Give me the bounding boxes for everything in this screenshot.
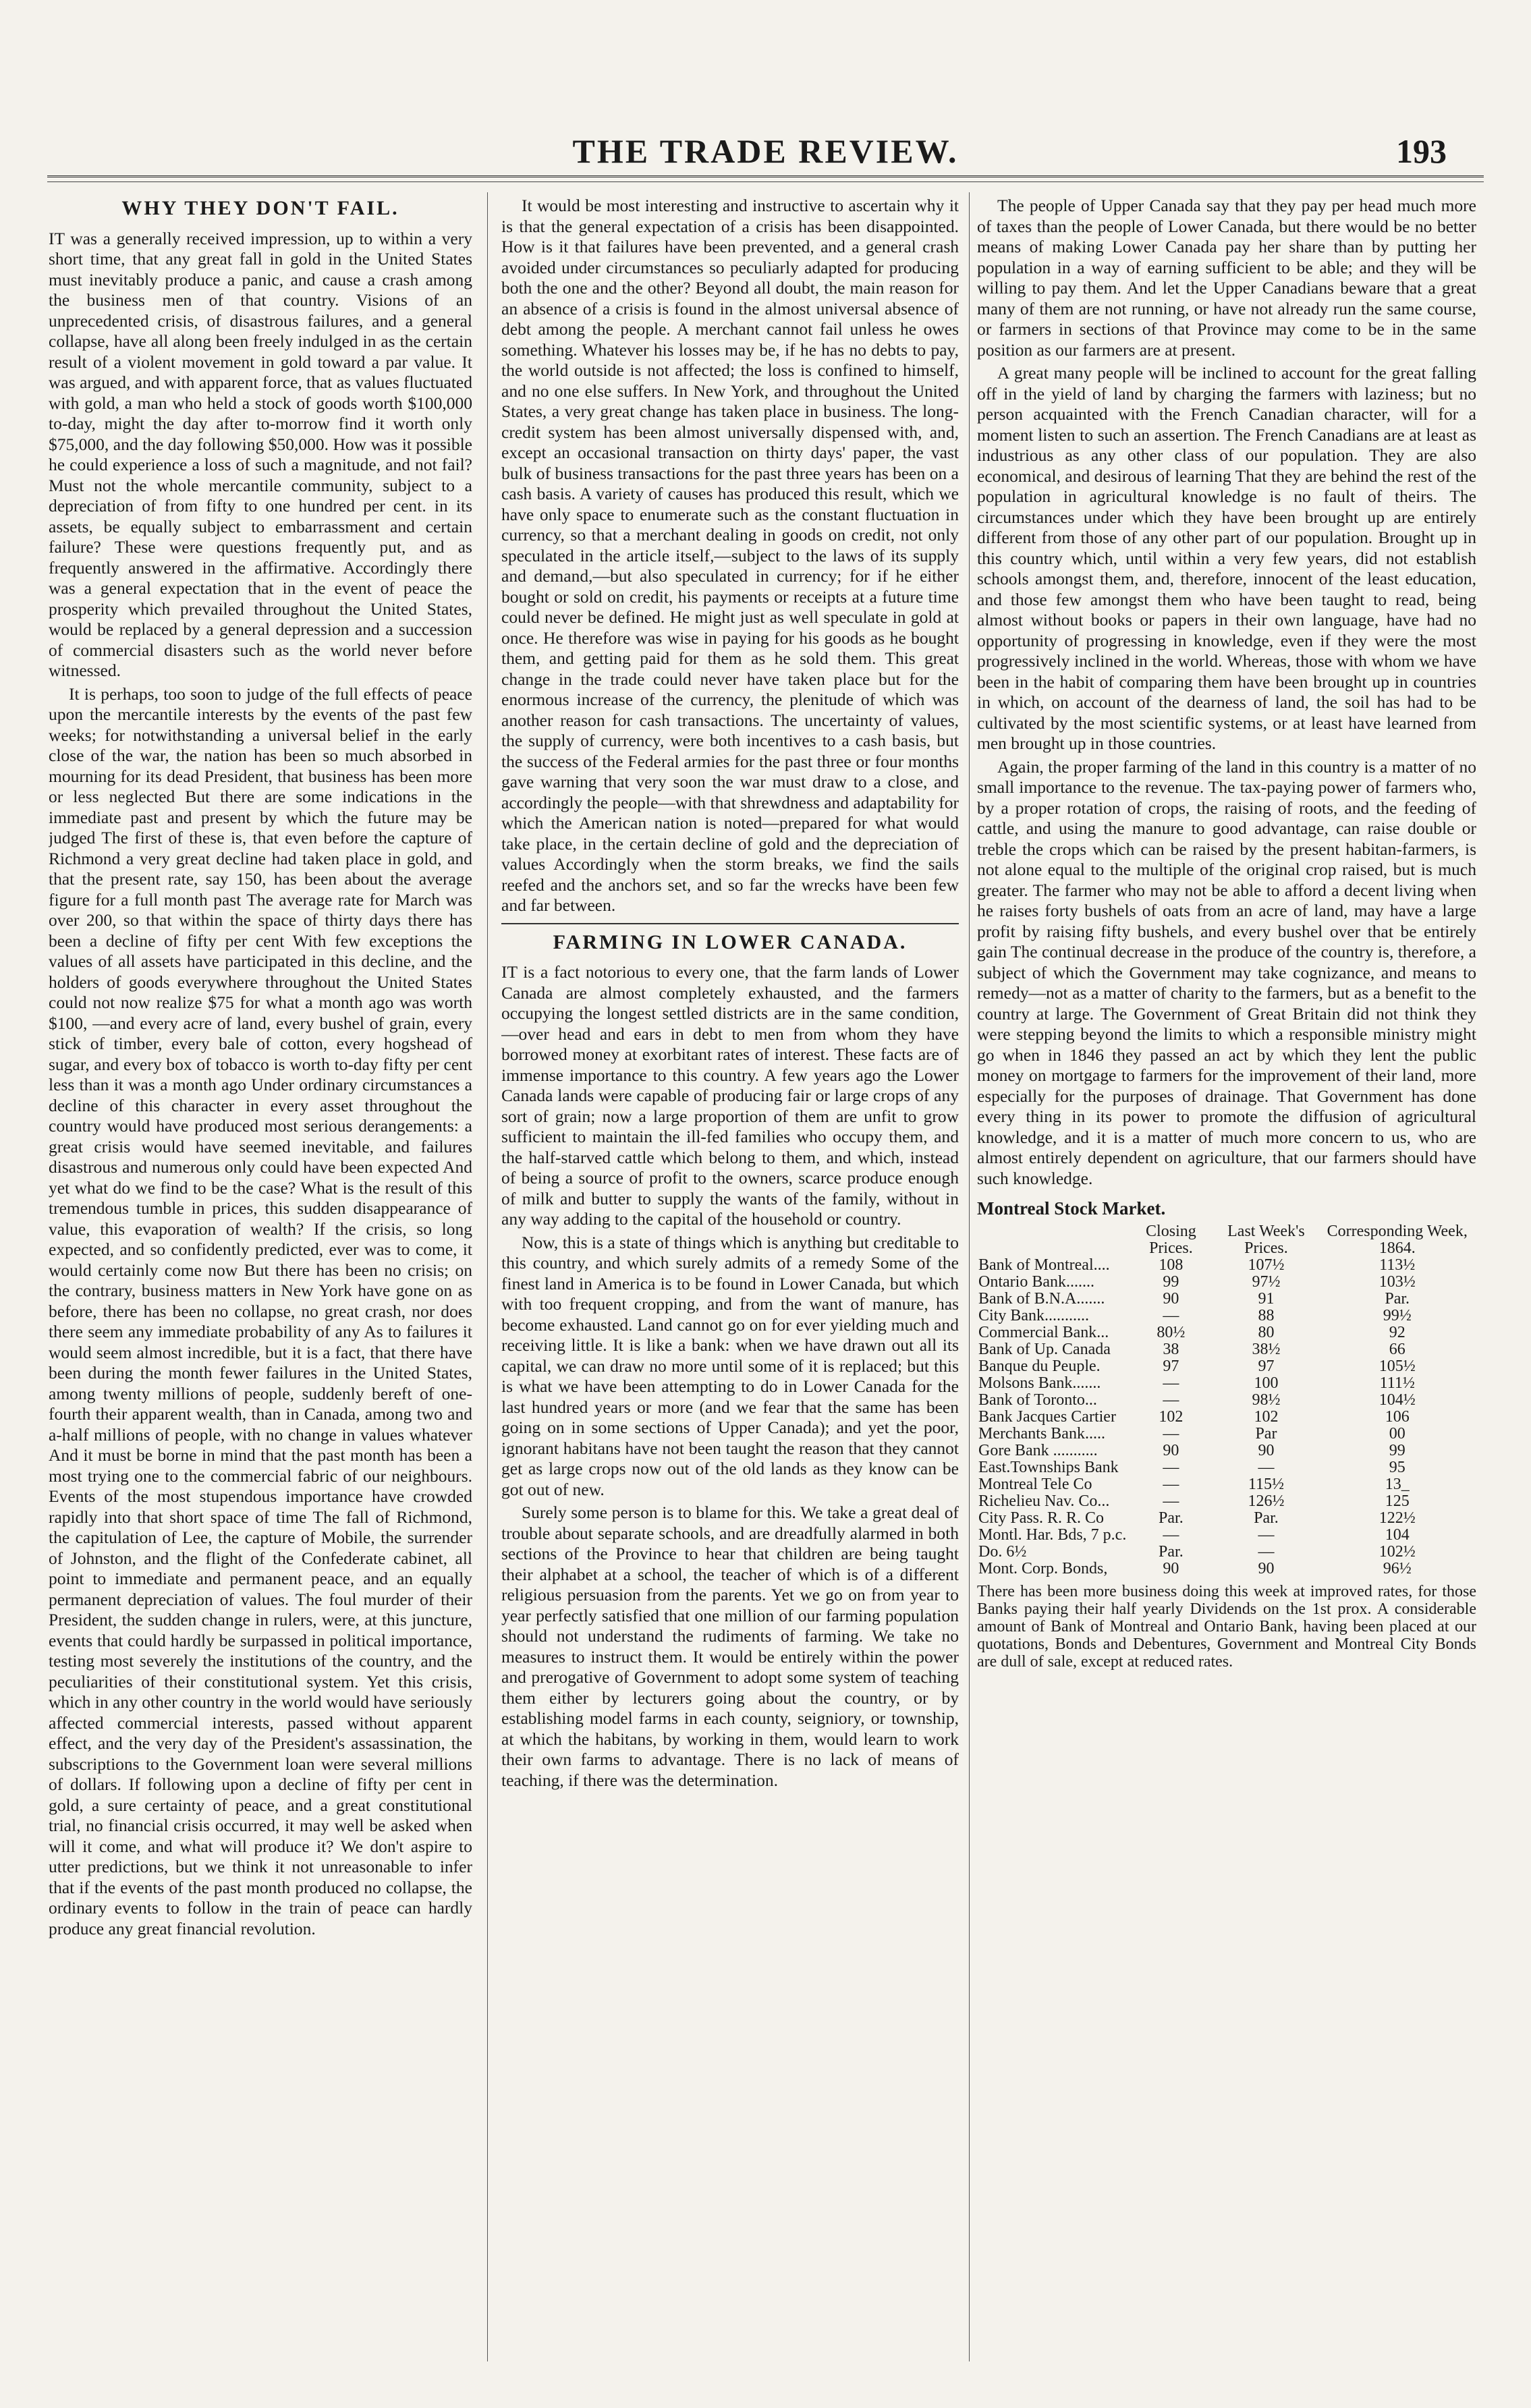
stock-price: 102½ [1379, 1542, 1416, 1561]
stock-price: 92 [1389, 1323, 1405, 1341]
stock-price: 125 [1385, 1492, 1410, 1510]
stock-price: Par [1255, 1424, 1277, 1443]
stock-price: 91 [1258, 1289, 1275, 1308]
section-divider [501, 923, 959, 924]
stock-row [977, 1561, 1476, 1577]
stock-price: 103½ [1379, 1272, 1416, 1291]
article-title: FARMING IN LOWER CANADA. [553, 930, 908, 953]
stock-price: 90 [1163, 1441, 1179, 1459]
stock-price: 97½ [1252, 1272, 1281, 1291]
stock-price: 80½ [1157, 1323, 1186, 1341]
stock-name: Merchants Bank..... [978, 1424, 1105, 1443]
stock-name: City Pass. R. R. Co [978, 1509, 1105, 1527]
article-paragraph: Now, this is a state of things which is anything but creditable to this country, and which surely admits of a remedy Some of the finest land in America is to be found in Lower Canada, but which with too frequent cropping, and from the want of manure, has become exhausted. Land cannot go on for ever yielding much and receiving little. It is like a bank: when we have drawn out all its capital, we can draw no more until some of it is replaced; but this is what we have been attempting to do in Lower Canada for the last hundred years or more (and we fear that the same has been going on in some sections of Upper Canada); and yet the poor, ignorant habitans have not been taught the reason that they cannot get as large crops now out of the old lands as they know can be got out of new. [501, 1232, 959, 1499]
stock-price: 13_ [1385, 1475, 1410, 1493]
column-divider [969, 192, 970, 2361]
stock-row [977, 1510, 1476, 1527]
stock-price: 00 [1389, 1424, 1405, 1443]
stock-row [977, 1443, 1476, 1459]
article-paragraph: IT is a fact notorious to every one, that the farm lands of Lower Canada are almost completely exhausted, and the farmers occupying the longest settled districts are in the same condition,—over head and ears in debt to men from whom they have borrowed money at exorbitant rates of interest. These facts are of immense importance to this country. A few years ago the Lower Canada lands were capable of producing fair or large crops of any sort of grain; now a large proportion of them are unfit to grow sufficient to maintain the ill-fed families who occupy them, and the half-starved cattle which belong to them, and which, instead of being a source of profit to the owners, scarce produce enough of milk and butter to supply the wants of the family, without in any way adding to the capital of the household or country. [501, 962, 959, 1229]
stock-name: Molsons Bank....... [978, 1374, 1101, 1392]
stock-row [977, 1493, 1476, 1510]
page-number: 193 [1396, 132, 1447, 170]
stock-name: Bank of Montreal.... [978, 1256, 1110, 1274]
stock-name: Richelieu Nav. Co... [978, 1492, 1110, 1510]
stock-row [977, 1527, 1476, 1544]
stock-price: 106 [1385, 1407, 1410, 1426]
stock-price: 38½ [1252, 1340, 1281, 1358]
stock-name: Banque du Peuple. [978, 1357, 1101, 1375]
stock-price: Par. [1385, 1289, 1410, 1308]
stock-row [977, 1308, 1476, 1324]
stock-price: 66 [1389, 1340, 1405, 1358]
stock-price: 122½ [1379, 1509, 1416, 1527]
stock-price: 107½ [1248, 1256, 1285, 1274]
running-title: THE TRADE REVIEW. [572, 132, 959, 170]
stock-name: Bank of B.N.A....... [978, 1289, 1105, 1308]
article-paragraph: The people of Upper Canada say that they pay per head much more of taxes than the people of Lower Canada, but there would be no better means of making Lower Canada pay her share than by putting her population in a way of earning sufficient to be able; and they will be willing to pay them. And let the Upper Canadians beware that a great many of them are not running, or have not already run the same course, or farmers in sections of that Province may come to be in the same position as our farmers are at present. [977, 196, 1476, 360]
stock-col-header: Last Week's Prices. [1227, 1222, 1305, 1257]
stock-row [977, 1358, 1476, 1375]
stock-price: 90 [1258, 1559, 1275, 1577]
stock-price: 102 [1254, 1407, 1279, 1426]
stock-price: 113½ [1379, 1256, 1416, 1274]
stock-table-header [977, 1223, 1476, 1257]
stock-price: — [1258, 1458, 1275, 1476]
stock-name: Ontario Bank....... [978, 1272, 1094, 1291]
stock-price: — [1163, 1458, 1179, 1476]
stock-price: — [1163, 1525, 1179, 1544]
stock-price: — [1163, 1374, 1179, 1392]
stock-row [977, 1291, 1476, 1308]
market-note: There has been more business doing this week at improved rates, for those Banks paying their half yearly Dividends on the 1st prox. A considerable amount of Bank of Montreal and Ontario Bank, having been placed at our quotations, Bonds and Debentures, Government and Montreal City Bonds are dull of sale, except at reduced rates. [977, 1582, 1476, 1671]
stock-price: 99 [1389, 1441, 1405, 1459]
stock-price: 126½ [1248, 1492, 1285, 1510]
stock-price: 105½ [1379, 1357, 1416, 1375]
column-2 [501, 196, 959, 2361]
stock-price: 90 [1163, 1559, 1179, 1577]
stock-name: Mont. Corp. Bonds, [978, 1559, 1108, 1577]
stock-price: 115½ [1248, 1475, 1284, 1493]
stock-row [977, 1324, 1476, 1341]
article-paragraph: IT was a generally received impression, up to within a very short time, that any great fall in gold in the United States must inevitably produce a panic, and cause a crash among the business men of that country. Visions of an unprecedented crisis, of disastrous failures, and a general collapse, have all along been freely indulged in as the certain result of a violent movement in gold toward a par value. It was argued, and with apparent force, that as values fluctuated with gold, a man who held a stock of goods worth $100,000 to-day, might the day after to-morrow find it worth only $75,000, and the day following $50,000. How was it possible he could experience a loss of such a magnitude, and not fail? Must not the whole mercantile community, subject to a depreciation of from fifty to one hundred per cent. in its assets, be equally subject to embarrassment and certain failure? These were questions frequently put, and as frequently answered in the affirmative. Accordingly there was a general expectation that in the event of peace the prosperity which prevailed throughout the United States, would be replaced by a general depression and a succession of commercial disasters such as the world never before witnessed. [49, 228, 472, 680]
stock-price: 100 [1254, 1374, 1279, 1392]
stock-price: — [1163, 1306, 1179, 1324]
stock-row [977, 1341, 1476, 1358]
stock-name: Do. 6½ [978, 1542, 1027, 1561]
stock-name: City Bank........... [978, 1306, 1090, 1324]
column-3 [977, 196, 1476, 2361]
stock-row [977, 1459, 1476, 1476]
stock-price: 97 [1258, 1357, 1275, 1375]
stock-table [977, 1223, 1476, 1577]
stock-price: — [1258, 1542, 1275, 1561]
stock-price: 80 [1258, 1323, 1275, 1341]
stock-row [977, 1257, 1476, 1274]
stock-price: 90 [1258, 1441, 1275, 1459]
stock-price: 104 [1385, 1525, 1410, 1544]
stock-price: — [1163, 1475, 1179, 1493]
stock-price: 98½ [1252, 1391, 1281, 1409]
stock-price: Par. [1159, 1542, 1184, 1561]
stock-price: 102 [1159, 1407, 1184, 1426]
stock-name: Commercial Bank... [978, 1323, 1109, 1341]
stock-price: Par. [1159, 1509, 1184, 1527]
stock-row [977, 1392, 1476, 1409]
stock-price: 111½ [1379, 1374, 1415, 1392]
stock-price: Par. [1254, 1509, 1279, 1527]
stock-price: — [1163, 1492, 1179, 1510]
stock-name: Montreal Tele Co [978, 1475, 1092, 1493]
article-paragraph: Surely some person is to blame for this. We take a great deal of trouble about separate schools, and are dreadfully alarmed in both sections of the Province to hear that children are being taught their alphabet at a school, the teacher of which is of a different religious persuasion from the parents. Yet we go on from year to year perfectly satisfied that one million of our farming population should not understand the rudiments of farming. We take no measures to instruct them. It would be entirely within the power and prerogative of Government to adopt some system of teaching them either by lecturers going about the country, or by establishing model farms in each county, seigniory, or township, at which the habitans, by working in them, would learn to work their own farms to advantage. There is no lack of means of teaching, if there was the determination. [501, 1503, 959, 1790]
article-paragraph: Again, the proper farming of the land in this country is a matter of no small importance to the revenue. The tax-paying power of farmers who, by a proper rotation of crops, the raising of roots, and the feeding of cattle, and using the manure to good advantage, can raise double or treble the crops which can be raised by the present habitan-farmers, is not alone equal to the multiple of the original crop raised, but is much greater. The farmer who may not be able to afford a decent living when he raises forty bushels of oats from an acre of land, may have a large profit by raising fifty bushels, and every bushel over that be entirely gain The continual decrease in the produce of the country is, therefore, a subject of which the Government may take cognizance, and means to remedy—not as a matter of charity to the farmers, but as a benefit to the country at large. The Government of Great Britain did not think they were stepping beyond the limits to which a responsible ministry might go when in 1846 they passed an act by which they lent the public money on mortgage to farmers for the improvement of their land, more especially for the purposes of drainage. That Government has done every thing in its power to promote the diffusion of agricultural knowledge, and it is a matter of much more concern to us, who are almost entirely dependent on agriculture, that our farmers should have such knowledge. [977, 756, 1476, 1188]
stock-row [977, 1476, 1476, 1493]
stock-price: — [1163, 1424, 1179, 1443]
stock-price: — [1258, 1525, 1275, 1544]
column-1 [49, 196, 472, 2361]
article-paragraph: It would be most interesting and instructive to ascertain why it is that the general expectation of a crisis has been disappointed. How is it that failures have been prevented, and a general crash avoided under circumstances so peculiarly adapted for producing both the one and the other? Beyond all doubt, the main reason for an absence of a crisis is found in the almost universal absence of debt among the people. A merchant cannot fail unless he owes something. Whatever his losses may be, if he has no debts to pay, the world outside is not affected; the loss is confined to himself, and no one else suffers. In New York, and throughout the United States, a very great change has taken place in business. The long-credit system has been almost universally dispensed with, and, except an occasional transaction on thirty days' paper, the vast bulk of business transactions for the past three years has been on a cash basis. A variety of causes has produced this result, which we have only space to enumerate such as the constant fluctuation in currency, so that a merchant dealing in goods on credit, not only speculated in the article itself,—subject to the laws of its supply and demand,—but also speculated in currency; for if he either bought or sold on credit, his payments or receipts at a future time could never be defined. He might just as well speculate in gold at once. He therefore was wise in paying for his goods as he bought them, and getting paid for them as he sold them. This great change in the trade could never have taken place but for the enormous increase of the currency, the plenitude of which was another reason for cash transactions. The uncertainty of values, the supply of currency, were both incentives to a cash basis, but the success of the Federal armies for the past three or four months gave warning that very soon the war must draw to a close, and accordingly the people—with that shrewdness and adaptability for which the American nation is noted—prepared for what would take place, in the certain decline of gold and the depreciation of values Accordingly when the storm breaks, we find the sails reefed and the anchors set, and so far the wrecks have been few and far between. [501, 196, 959, 915]
stock-table-body [977, 1257, 1476, 1577]
stock-price: 38 [1163, 1340, 1179, 1358]
stock-price: 97 [1163, 1357, 1179, 1375]
article-paragraph: It is perhaps, too soon to judge of the full effects of peace upon the mercantile interests by the events of the past few weeks; for notwithstanding a universal belief in the early close of the war, the nation has been so much absorbed in mourning for its dead President, that business has been more or less neglected But there are some indications in the immediate past and present by which the future may be judged The first of these is, that even before the capture of Richmond a very great decline had taken place in gold, and that the present rate, say 150, has been about the average figure for a full month past The average rate for March was over 200, so that within the space of thirty days there has been a decline of fifty per cent With few exceptions the values of all assets have participated in this decline, and the holders of goods everywhere throughout the United States could not now realize $75 for what a month ago was worth $100, —and every acre of land, every bushel of grain, every stick of timber, every bale of cotton, every hogshead of sugar, and every box of tobacco is worth to-day fifty per cent less than it was a month ago Under ordinary circumstances a decline of this character in every asset throughout the country would have produced most serious derangements: a great crisis would have seemed inevitable, and failures disastrous and numerous only could have been expected And yet what do we find to be the case? What is the result of this tremendous tumble in prices, this sudden disappearance of value, this evaporation of wealth? If the crisis, so long expected, and so confidently predicted, ever was to come, it would certainly come now But there has been no crisis; on the contrary, business matters in New York have gone on as before, there has been no collapse, no great crash, nor does there seem any immediate probability of any As to failures it would seem almost incredible, but it is a fact, that there have been during the month fewer failures in the United States, among twenty millions of people, suddenly bereft of one-fourth their apparent wealth, than in Canada, among two and a-half millions of people, with no change in values whatever And it must be borne in mind that the past month has been a most trying one to the commercial fabric of our neighbours. Events of the most stupendous importance have crowded rapidly into that short space of time The fall of Richmond, the capitulation of Lee, the capture of Mobile, the surrender of Johnston, and the flight of the Confederate cabinet, all point to immediate and permanent peace, and an equally permanent depreciation of values. The foul murder of their President, the sudden change in rulers, were, at this juncture, events that could hardly be surpassed in political importance, testing most severely the institutions of the country, and the peculiarities of their constitutional system. Yet this crisis, which in any other country in the world would have seriously affected commercial interests, passed without apparent effect, and the very day of the President's assassination, the subscriptions to the Government loan were several millions of dollars. If following upon a decline of fifty per cent in gold, a sure certainty of peace, and a great constitutional trial, no financial crisis occurred, it may well be asked when will it come, and what will produce it? We don't aspire to utter predictions, but we think it not unreasonable to infer that if the events of the past month produced no collapse, the ordinary events to follow in the train of peace can hardly produce any great financial revolution. [49, 683, 472, 1938]
stock-price: 99 [1163, 1272, 1179, 1291]
stock-col-header: Corresponding Week, 1864. [1327, 1222, 1468, 1257]
stock-row [977, 1426, 1476, 1443]
stock-name: Montl. Har. Bds, 7 p.c. [978, 1525, 1127, 1544]
stock-name: Bank Jacques Cartier [978, 1407, 1116, 1426]
stock-row [977, 1375, 1476, 1392]
stock-price: 104½ [1379, 1391, 1416, 1409]
column-divider [487, 192, 488, 2361]
stock-col-header: Closing Prices. [1146, 1222, 1196, 1257]
header-rule [47, 175, 1484, 182]
stock-row [977, 1409, 1476, 1426]
stock-name: East.Townships Bank [978, 1458, 1119, 1476]
article-paragraph: A great many people will be inclined to account for the great falling off in the yield of land by charging the farmers with laziness; but no person acquainted with the French Canadian character, will for a moment listen to such an assertion. The French Canadians are at least as industrious as any other class of our population. They are also economical, and desirous of learning That they are behind the rest of the population in agricultural knowledge is no fault of theirs. The circumstances under which they have been brought up are entirely different from those of any other part of our population. Brought up in this country which, until within a very few years, did not establish schools amongst them, and, therefore, innocent of the least education, and those few amongst them who have been taught to read, being almost without books or papers in their own language, have had no opportunity of progressing in knowledge, even if they were the most progressively inclined in the world. Whereas, those with whom we have been in the habit of comparing them have been brought up in countries in which, on account of the dearness of land, the soil has had to be cultivated by the most scientific systems, or at least have learned from men brought up in those countries. [977, 363, 1476, 753]
stock-price: 95 [1389, 1458, 1405, 1476]
stock-price: 108 [1159, 1256, 1184, 1274]
stock-price: 90 [1163, 1289, 1179, 1308]
stock-price: 88 [1258, 1306, 1275, 1324]
stock-col-header [977, 1223, 1128, 1257]
stock-name: Bank of Toronto... [978, 1391, 1097, 1409]
stock-price: 99½ [1383, 1306, 1412, 1324]
stock-name: Bank of Up. Canada [978, 1340, 1111, 1358]
stock-row [977, 1274, 1476, 1291]
article-title: WHY THEY DON'T FAIL. [121, 197, 399, 219]
stock-price: 96½ [1383, 1559, 1412, 1577]
stock-row [977, 1544, 1476, 1561]
stock-price: — [1163, 1391, 1179, 1409]
stock-name: Gore Bank ........... [978, 1441, 1098, 1459]
stock-market-title: Montreal Stock Market. [977, 1198, 1166, 1219]
